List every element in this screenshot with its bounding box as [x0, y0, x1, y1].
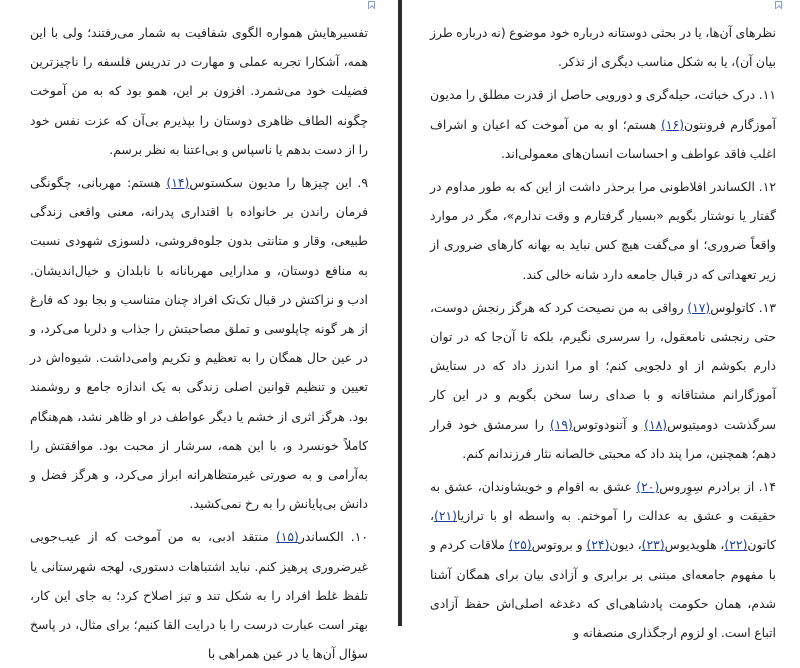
paragraph-13: [430, 293, 776, 468]
paragraph-text: ، هلویدیوس: [664, 537, 725, 553]
paragraph-text: را سرمشق خود قرار دهم؛ همچنین، مرا پند داد که محبتی خالصانه نثار فرزندانم کنم.: [430, 416, 776, 461]
footnote-link-24[interactable]: (۲۴): [586, 537, 610, 553]
paragraph: تفسیرهایش همواره الگوی شفافیت به شمار می‌رفتند؛ ولی با این همه، آشکارا تجربه عملی و مهارت در تدریس فلسفه را ناچیزترین فضیلت خود می‌شمرد. افزون بر این، همو بود که به من آموخت چگونه الطاف ظاهری دوستان را بپذیرم بی‌آن که عزت نفس خود را از دست بدهم یا ناسپاس و بی‌اعتنا به نظر برسم.: [30, 25, 368, 157]
footnote-link-18[interactable]: (۱۸): [644, 416, 668, 432]
paragraph-text: ۱۱. درک خباثت، حیله‌گری و دورویی حاصل از قدرت مطلق را مدیون آموزگارم فرونتون: [430, 87, 776, 132]
footnote-link-22[interactable]: (۲۲): [724, 537, 748, 553]
paragraph: نظرهای آن‌ها، یا در بحثی دوستانه درباره خود موضوع (نه درباره طرز بیان آن)، یا به شکل مناسب دیگری از تذکر.: [430, 25, 776, 70]
bookmark-icon[interactable]: [368, 1, 375, 9]
footnote-link-14[interactable]: (۱۴): [166, 175, 190, 191]
paragraph-9: [30, 168, 368, 518]
paragraph-text: هستم؛ او به من آموخت که اعیان و اشراف اغلب فاقد عواطف و احساسات انسان‌های معمولی‌اند.: [430, 116, 776, 161]
paragraph-text: هستم: مهربانی، چگونگی فرمان راندن بر خانواده با اقتداری پدرانه، معنی واقعی زندگی طبیعی، وقار و متانتی بدون جلوه‌فروشی، دلسوزی شهودی نسبت به منافع دوستان، و مدارایی مهربانانه با نابلدان و خیال‌اندیشان. ادب و نزاکتش در قبال تک‌تک افراد چنان متناسب و بجا بود که فارغ از هر گونه چاپلوسی و تملق مصاحبتش را جذاب و دلربا می‌کرد، و در عین حال همگان را به تعظیم و تکریم وامی‌داشت. شیوه‌اش در تعیین و تنظیم قوانین اصلی زندگی به یک اندازه جامع و روشمند بود. هرگز اثری از خشم یا دیگر عواطف در او ظاهر نشد، هم‌هنگام کاملاً خونسرد و، با این همه، سرشار از محبت بود. موافقتش را به‌آرامی و به صورتی غیرمتظاهرانه ابراز می‌کرد، و هرگز فضل و دانش بی‌پایانش را به رخ نمی‌کشید.: [30, 175, 368, 512]
footnote-link-19[interactable]: (۱۹): [549, 416, 573, 432]
right-page: [402, 0, 800, 641]
paragraph-10: [30, 522, 368, 668]
bookmark-icon[interactable]: [775, 1, 782, 9]
footnote-link-21[interactable]: (۲۱): [434, 508, 457, 524]
footnote-link-15[interactable]: (۱۵): [275, 529, 299, 545]
paragraph-text: منتقد ادبی، به من آموخت که از عیب‌جویی غیرضروری پرهیز کنم. نباید اشتباهات دستوری، لهجه شهرستانی یا تلفظ غلط افراد را به شکل تند و تیز اصلاح کرد؛ به جای این کار، بهتر است عبارت درست را با درایت القا کنیم؛ برای مثال، در پاسخ سؤال آن‌ها یا در عین همراهی با: [30, 529, 368, 662]
paragraph-text: ۱۴. از برادرم سِوِروس: [659, 479, 776, 495]
paragraph-text: ۱۳. کاتولوس: [710, 299, 777, 315]
paragraph-text: عشق به اقوام و خویشاوندان، عشق به حقیقت و عشق به عدالت را آموختم. به واسطه او با ترازیا: [430, 479, 776, 524]
paragraph-text: ملاقات کردم و با مفهوم جامعه‌ای مبتنی بر برابری و آزادی بیان برای همگان آشنا شدم، همان حکومت پادشاهی‌ای که دغدغه اصلی‌اش حفظ آزادی اتباع است. او لزوم ارجگذاری منصفانه و: [430, 537, 776, 641]
footnote-link-20[interactable]: (۲۰): [636, 479, 660, 495]
paragraph-11: [430, 80, 776, 168]
paragraph-text: ۹. این چیزها را مدیون سکستوس: [189, 175, 368, 191]
left-page: [0, 0, 398, 662]
paragraph-14: [430, 472, 776, 647]
paragraph-text: ، دیون: [609, 537, 642, 553]
paragraph-text: و بروتوس: [531, 537, 587, 553]
footnote-link-25[interactable]: (۲۵): [508, 537, 532, 553]
paragraph-text: ، کاتون: [430, 508, 777, 553]
footnote-link-16[interactable]: (۱۶): [661, 116, 685, 132]
paragraph-12: ۱۲. الکساندر افلاطونی مرا برحذر داشت از این که به طور مداوم در گفتار یا نوشتار بگویم «بسیار گرفتارم و وقت ندارم»، مگر در موارد واقعاً ضروری؛ او می‌گفت هیچ کس نباید به بهانه کارهای ضروری از زیر تعهداتی که در قبال جامعه دارد شانه خالی کند.: [430, 179, 776, 282]
paragraph-text: رواقی به من نصیحت کرد که هرگز رنجش دوست، حتی رنجشی نامعقول، را سرسری نگیرم، بلکه تا آن‌جا که در توان دارم بکوشم از او دلجویی کنم؛ او مرا اندرز داد که در ستایش آموزگارانم مشتاقانه و با صدای رسا سخن بگویم و در این کار سرگذشت دومیتیوس: [430, 299, 777, 432]
footnote-link-17[interactable]: (۱۷): [687, 299, 711, 315]
paragraph-text: و آتنودوتوس: [572, 416, 645, 432]
paragraph-text: ۱۰. الکساندر: [298, 529, 369, 545]
footnote-link-23[interactable]: (۲۳): [641, 537, 665, 553]
